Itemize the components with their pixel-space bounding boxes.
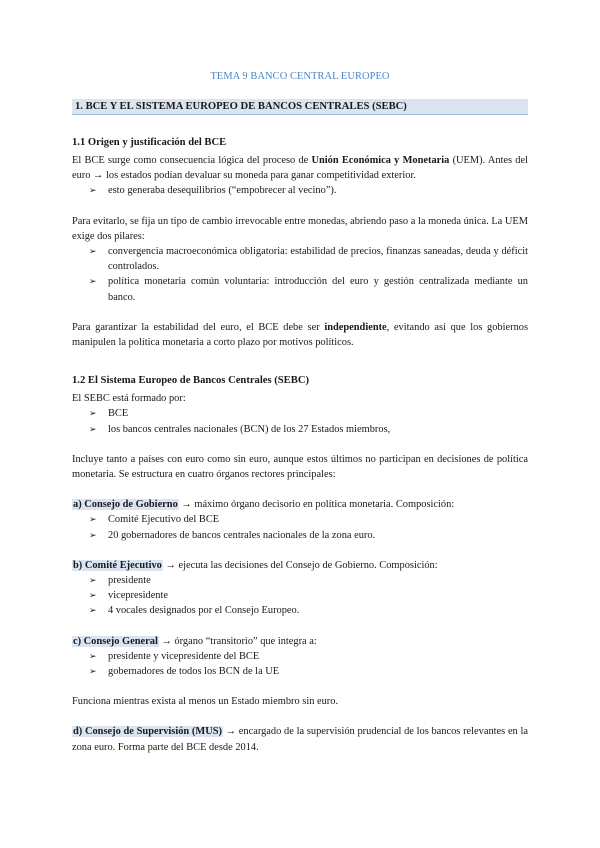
text-run: → máximo órgano decisorio en política monetaria. Composición: <box>178 499 455 511</box>
list-item <box>72 664 528 679</box>
document-title: TEMA 9 BANCO CENTRAL EUROPEO <box>210 71 390 82</box>
paragraph-sebc: El SEBC está formado por: <box>72 393 186 405</box>
list-item-text: esto generaba desequilibrios (“empobrecer al vecino”). <box>108 185 337 197</box>
bullet-list <box>72 183 528 198</box>
arrow-bullet-icon: ➢ <box>89 575 97 586</box>
organ-d <box>72 724 528 754</box>
list-item <box>72 422 528 437</box>
organ-b <box>72 558 528 573</box>
arrow-bullet-icon: ➢ <box>89 666 97 677</box>
text-run: El BCE surge como consecuencia lógica del proceso de <box>72 155 312 166</box>
text-run: → órgano “transitorio” que integra a: <box>158 635 317 647</box>
bullet-list <box>72 512 528 542</box>
paragraph-origin <box>72 153 528 183</box>
organ-heading: b) Comité Ejecutivo <box>73 559 162 571</box>
bullet-list <box>72 244 528 305</box>
arrow-bullet-icon: ➢ <box>89 185 97 196</box>
list-item-text: 4 vocales designados por el Consejo Europeo. <box>108 605 300 617</box>
section-heading: 1. BCE Y EL SISTEMA EUROPEO DE BANCOS CENTRALES (SEBC) <box>72 99 528 115</box>
bold-term: independiente <box>324 321 387 333</box>
text-run: Para garantizar la estabilidad del euro, el BCE debe ser <box>72 321 325 333</box>
arrow-bullet-icon: ➢ <box>89 423 97 434</box>
list-item-text: política monetaria común voluntaria: introducción del euro y gestión centralizada mediante un banco. <box>108 276 528 303</box>
bullet-list <box>72 649 528 679</box>
subsection-heading-1-2: 1.2 El Sistema Europeo de Bancos Centrales (SEBC) <box>72 375 309 387</box>
list-item-text: vicepresidente <box>108 590 169 602</box>
list-item <box>72 274 528 304</box>
paragraph-transitional-note: Funciona mientras exista al menos un Estado miembro sin euro. <box>72 696 339 708</box>
bold-term: Unión Económica y Monetaria <box>311 155 450 166</box>
arrow-bullet-icon: ➢ <box>89 590 97 601</box>
text-run: → ejecuta las decisiones del Consejo de Gobierno. Composición: <box>162 559 438 571</box>
text-run: , evitando así que los gobiernos manipulen la política monetaria a corto plazo por motivos políticos. <box>72 321 528 349</box>
list-item <box>72 528 528 543</box>
list-item-text: presidente <box>108 575 151 587</box>
paragraph-independence <box>72 320 528 350</box>
text-run: → encargado de la supervisión prudencial de los bancos relevantes en la zona euro. Forma parte del BCE desde 2014. <box>72 726 528 753</box>
list-item-text: 20 gobernadores de bancos centrales nacionales de la zona euro. <box>108 529 376 541</box>
arrow-bullet-icon: ➢ <box>89 514 97 525</box>
arrow-bullet-icon: ➢ <box>89 605 97 616</box>
bullet-list <box>72 406 528 436</box>
organ-a <box>72 497 528 512</box>
organ-c <box>72 634 528 649</box>
paragraph-pillars: Para evitarlo, se fija un tipo de cambio irrevocable entre monedas, abriendo paso a la moneda única. La UEM exige dos pilares: <box>72 215 528 242</box>
list-item <box>72 573 528 588</box>
list-item-text: gobernadores de todos los BCN de la UE <box>108 666 280 678</box>
organ-heading: c) Consejo General <box>73 635 158 647</box>
arrow-bullet-icon: ➢ <box>89 529 97 540</box>
list-item <box>72 183 528 198</box>
list-item-text: Comité Ejecutivo del BCE <box>108 514 220 526</box>
list-item <box>72 603 528 618</box>
list-item <box>72 244 528 274</box>
list-item <box>72 649 528 664</box>
list-item <box>72 406 528 421</box>
arrow-bullet-icon: ➢ <box>89 408 97 419</box>
list-item-text: presidente y vicepresidente del BCE <box>108 650 260 662</box>
list-item <box>72 512 528 527</box>
arrow-bullet-icon: ➢ <box>89 246 97 257</box>
text-run: (UEM). Antes del euro → los estados podían devaluar su moneda para ganar competitividad exterior. <box>72 155 529 182</box>
arrow-bullet-icon: ➢ <box>89 650 97 661</box>
bullet-list <box>72 573 528 619</box>
list-item <box>72 588 528 603</box>
organ-heading: d) Consejo de Supervisión (MUS) <box>73 726 222 738</box>
subsection-heading-1-1: 1.1 Origen y justificación del BCE <box>72 137 227 148</box>
paragraph-structure: Incluye tanto a países con euro como sin euro, aunque estos últimos no participan en decisiones de política monetaria. Se estructura en cuatro órganos rectores principales: <box>72 453 528 481</box>
list-item-text: BCE <box>108 408 129 420</box>
list-item-text: convergencia macroeconómica obligatoria: estabilidad de precios, finanzas saneadas, deuda y déficit controlados. <box>108 246 528 273</box>
list-item-text: los bancos centrales nacionales (BCN) de los 27 Estados miembros, <box>108 423 391 435</box>
document-body <box>72 135 528 755</box>
organ-heading: a) Consejo de Gobierno <box>73 499 178 511</box>
arrow-bullet-icon: ➢ <box>89 276 97 287</box>
